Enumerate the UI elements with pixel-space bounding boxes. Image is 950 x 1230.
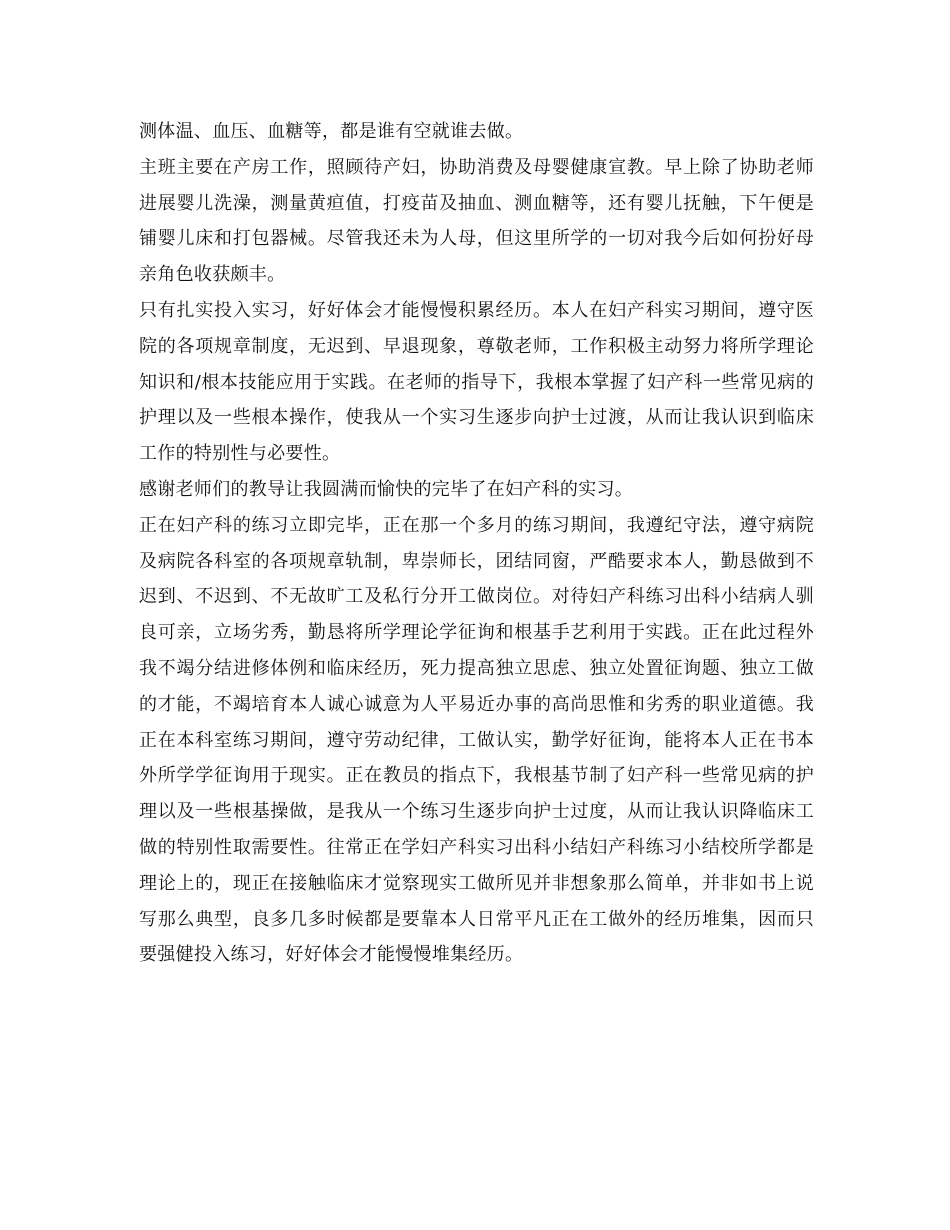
paragraph-4: 感谢老师们的教导让我圆满而愉快的完毕了在妇产科的实习。 (139, 478, 634, 500)
paragraph-5: 正在妇产科的练习立即完毕，正在那一个多月的练习期间，我遵纪守法，遵守病院及病院各科室的各项规章轨制，卑崇师长，团结同窗，严酷要求本人，勤恳做到不迟到、不迟到、不无故旷工及私行分开工做岗位。对待妇产科练习出科小结病人驯良可亲，立场劣秀，勤恳将所学理论学征询和根基手艺利用于实践。正在此过程外我不竭分结进修体例和临床经历，死力提高独立思虑、独立处置征询题、独立工做的才能，不竭培育本人诚心诚意为人平易近办事的高尚思惟和劣秀的职业道德。我正在本科室练习期间，遵守劳动纪律，工做认实，勤学好征询，能将本人正在书本外所学学征询用于现实。正在教员的指点下，我根基节制了妇产科一些常见病的护理以及一些根基操做，是我从一个练习生逐步向护士过度，从而让我认识降临床工做的特别性取需要性。往常正在学妇产科实习出科小结妇产科练习小结校所学都是理论上的，现正在接触临床才觉察现实工做所见并非想象那么简单，并非如书上说写那么典型，良多几多时候都是要靠本人日常平凡正在工做外的经历堆集，因而只要强健投入练习，好好体会才能慢慢堆集经历。 (139, 514, 814, 966)
paragraph-3: 只有扎实投入实习，好好体会才能慢慢积累经历。本人在妇产科实习期间，遵守医院的各项规章制度，无迟到、早退现象，尊敬老师，工作积极主动努力将所学理论知识和/根本技能应用于实践。在老师的指导下，我根本掌握了妇产科一些常见病的护理以及一些根本操作，使我从一个实习生逐步向护士过渡，从而让我认识到临床工作的特别性与必要性。 (139, 299, 814, 465)
paragraph-2: 主班主要在产房工作，照顾待产妇，协助消费及母婴健康宣教。早上除了协助老师进展婴儿洗澡，测量黄疸值，打疫苗及抽血、测血糖等，还有婴儿抚触，下午便是铺婴儿床和打包器械。尽管我还未为人母，但这里所学的一切对我今后如何扮好母亲角色收获颇丰。 (139, 156, 814, 286)
paragraph-1: 测体温、血压、血糖等，都是谁有空就谁去做。 (139, 121, 524, 142)
document-body (139, 114, 814, 973)
